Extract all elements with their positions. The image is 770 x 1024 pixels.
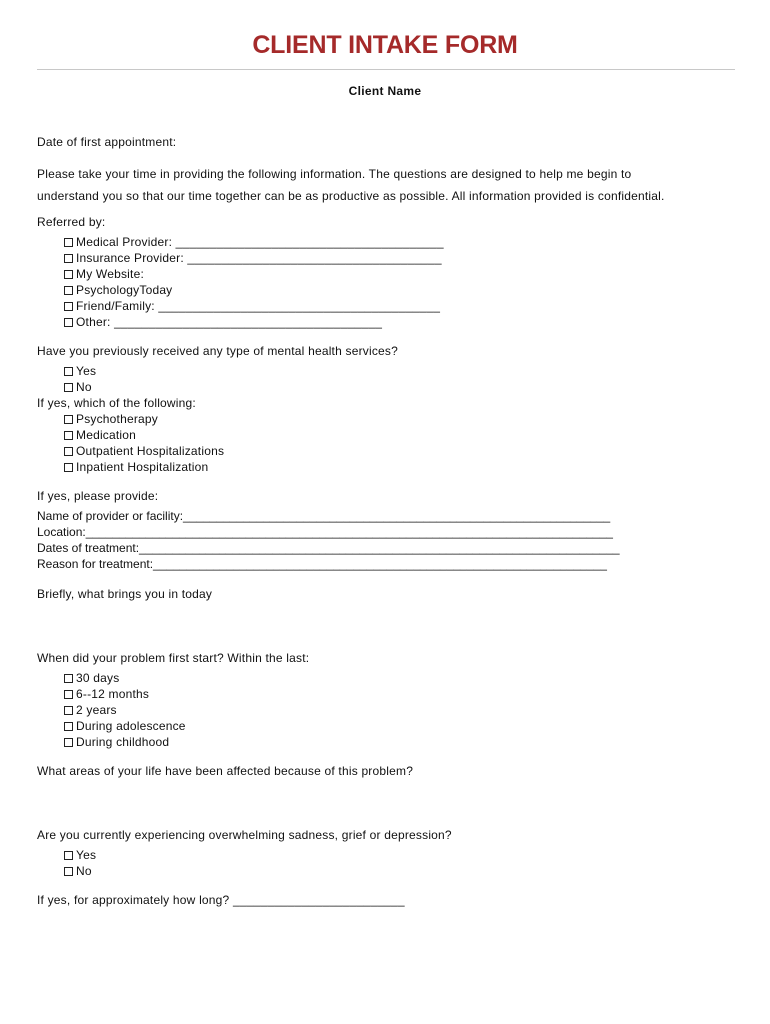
sadness-question: Are you currently experiencing overwhelming sadness, grief or depression? — [37, 828, 452, 842]
option-label: No — [76, 380, 92, 394]
checkbox[interactable] — [64, 867, 73, 876]
intro-text-line-2: understand you so that our time together can be as productive as possible. All information provided is confidential. — [37, 189, 665, 203]
client-name-label: Client Name — [348, 84, 422, 98]
checkbox[interactable] — [64, 738, 73, 747]
checkbox[interactable] — [64, 674, 73, 683]
referred-option-other[interactable] — [64, 314, 382, 330]
which-following-label: If yes, which of the following: — [37, 396, 196, 410]
option-label: My Website: — [76, 267, 144, 281]
service-psychotherapy[interactable] — [64, 411, 158, 427]
option-label: Psychotherapy — [76, 412, 158, 426]
option-label: Yes — [76, 848, 97, 862]
option-label: During adolescence — [76, 719, 186, 733]
problem-start-adolescence[interactable] — [64, 718, 186, 734]
service-inpatient[interactable] — [64, 459, 208, 475]
form-title: CLIENT INTAKE FORM — [252, 31, 518, 59]
option-label: Inpatient Hospitalization — [76, 460, 209, 474]
intro-text-line-1: Please take your time in providing the following information. The questions are designed to help me begin to — [37, 167, 632, 181]
option-label: Other: _______________________________________ — [76, 315, 383, 329]
checkbox[interactable] — [64, 463, 73, 472]
sadness-no[interactable] — [64, 863, 92, 879]
checkbox[interactable] — [64, 318, 73, 327]
checkbox[interactable] — [64, 238, 73, 247]
title-divider — [37, 69, 735, 70]
checkbox[interactable] — [64, 270, 73, 279]
checkbox[interactable] — [64, 415, 73, 424]
areas-affected-question: What areas of your life have been affected because of this problem? — [37, 764, 414, 778]
option-label: No — [76, 864, 92, 878]
service-medication[interactable] — [64, 427, 136, 443]
referred-option-psychologytoday[interactable] — [64, 282, 172, 298]
checkbox[interactable] — [64, 431, 73, 440]
date-first-appointment-label: Date of first appointment: — [37, 135, 177, 149]
prev-services-question: Have you previously received any type of mental health services? — [37, 344, 398, 358]
checkbox[interactable] — [64, 367, 73, 376]
reason-for-treatment-field[interactable]: Reason for treatment:____________________________________________________________________ — [37, 557, 607, 571]
checkbox[interactable] — [64, 383, 73, 392]
option-label: 2 years — [76, 703, 117, 717]
checkbox[interactable] — [64, 286, 73, 295]
checkbox[interactable] — [64, 690, 73, 699]
service-outpatient[interactable] — [64, 443, 224, 459]
option-label: Medical Provider: _______________________________________ — [76, 235, 444, 249]
option-label: 6--12 months — [76, 687, 150, 701]
checkbox[interactable] — [64, 851, 73, 860]
checkbox[interactable] — [64, 706, 73, 715]
referred-option-insurance-provider[interactable] — [64, 250, 442, 266]
dates-of-treatment-field[interactable]: Dates of treatment:________________________________________________________________________ — [37, 541, 620, 555]
referred-option-website[interactable] — [64, 266, 144, 282]
problem-start-6-12-months[interactable] — [64, 686, 149, 702]
sadness-yes[interactable] — [64, 847, 96, 863]
option-label: Outpatient Hospitalizations — [76, 444, 225, 458]
problem-start-2-years[interactable] — [64, 702, 117, 718]
option-label: PsychologyToday — [76, 283, 173, 297]
option-label: Insurance Provider: _____________________________________ — [76, 251, 442, 265]
checkbox[interactable] — [64, 722, 73, 731]
please-provide-label: If yes, please provide: — [37, 489, 159, 503]
how-long-field[interactable]: If yes, for approximately how long? _________________________ — [37, 893, 405, 907]
prev-services-yes[interactable] — [64, 363, 96, 379]
problem-start-question: When did your problem first start? Within the last: — [37, 651, 310, 665]
prev-services-no[interactable] — [64, 379, 92, 395]
referred-by-label: Referred by: — [37, 215, 106, 229]
referred-option-medical-provider[interactable] — [64, 234, 444, 250]
option-label: Medication — [76, 428, 137, 442]
referred-option-friend-family[interactable] — [64, 298, 440, 314]
location-field[interactable]: Location:_______________________________________________________________________________ — [37, 525, 613, 539]
checkbox[interactable] — [64, 447, 73, 456]
checkbox[interactable] — [64, 254, 73, 263]
option-label: 30 days — [76, 671, 120, 685]
option-label: Yes — [76, 364, 97, 378]
problem-start-childhood[interactable] — [64, 734, 169, 750]
option-label: During childhood — [76, 735, 170, 749]
problem-start-30-days[interactable] — [64, 670, 119, 686]
brings-you-in-question: Briefly, what brings you in today — [37, 587, 213, 601]
provider-name-field[interactable]: Name of provider or facility:________________________________________________________________ — [37, 509, 611, 523]
option-label: Friend/Family: _________________________________________ — [76, 299, 441, 313]
checkbox[interactable] — [64, 302, 73, 311]
